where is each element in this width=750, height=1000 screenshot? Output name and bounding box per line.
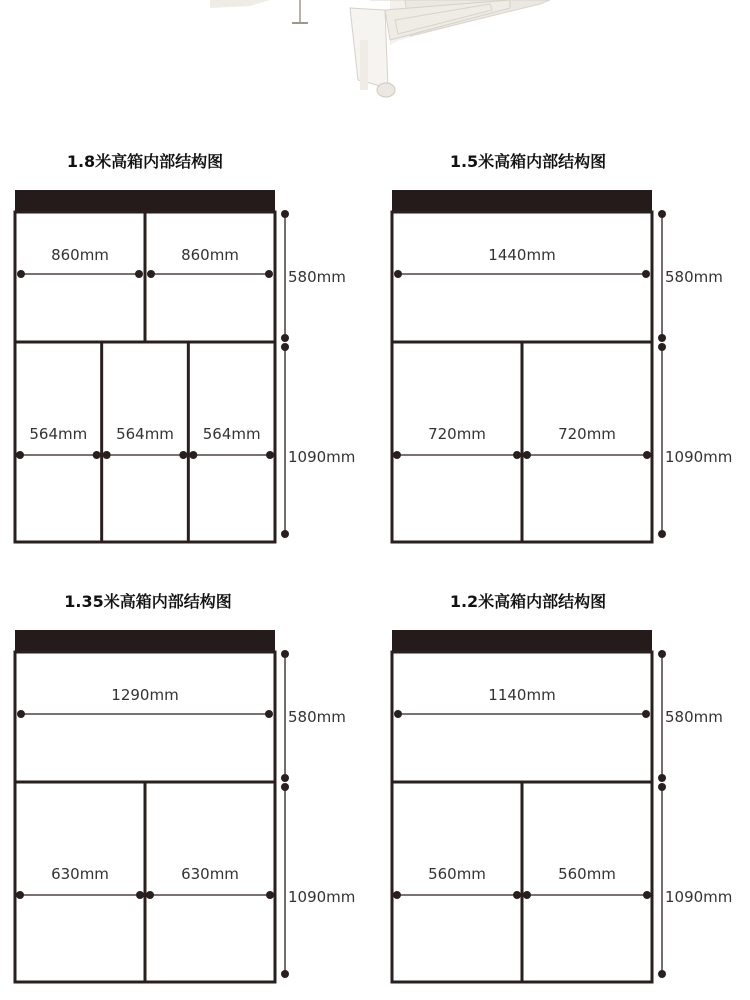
dim-dot <box>658 970 666 978</box>
dim-dot <box>103 451 111 459</box>
dim-dot <box>147 270 155 278</box>
headboard-bar <box>15 190 275 212</box>
dim-dot <box>179 451 187 459</box>
top-width-label: 860mm <box>181 246 239 264</box>
dim-dot <box>281 783 289 791</box>
top-height-label: 580mm <box>288 708 346 726</box>
dim-dot <box>658 783 666 791</box>
bottom-width-label: 630mm <box>181 865 239 883</box>
top-width-label: 1440mm <box>488 246 556 264</box>
dim-dot <box>281 210 289 218</box>
dim-dot <box>146 891 154 899</box>
diagram-title: 1.35米高箱内部结构图 <box>64 592 232 611</box>
dim-dot <box>281 970 289 978</box>
dim-dot <box>135 270 143 278</box>
top-width-label: 1290mm <box>111 686 179 704</box>
dim-dot <box>523 451 531 459</box>
top-width-label: 1140mm <box>488 686 556 704</box>
dim-dot <box>513 451 521 459</box>
dim-dot <box>281 530 289 538</box>
dim-dot <box>658 650 666 658</box>
dim-dot <box>93 451 101 459</box>
bottom-height-label: 1090mm <box>288 448 356 466</box>
bottom-width-label: 560mm <box>428 865 486 883</box>
dim-dot <box>281 343 289 351</box>
dim-dot <box>513 891 521 899</box>
diagram-title: 1.5米高箱内部结构图 <box>449 152 607 171</box>
bottom-height-label: 1090mm <box>665 448 733 466</box>
bottom-width-label: 720mm <box>428 425 486 443</box>
dim-dot <box>16 891 24 899</box>
diagram-title: 1.2米高箱内部结构图 <box>449 592 607 611</box>
diagram-2 <box>392 152 732 542</box>
dim-dot <box>189 451 197 459</box>
top-width-label: 860mm <box>51 246 109 264</box>
dim-dot <box>658 210 666 218</box>
bottom-width-label: 564mm <box>202 425 261 443</box>
dim-dot <box>265 710 273 718</box>
dim-dot <box>281 774 289 782</box>
bottom-width-label: 630mm <box>51 865 109 883</box>
headboard-bar <box>392 190 652 212</box>
diagram-3 <box>15 592 355 982</box>
dim-dot <box>393 891 401 899</box>
bottom-width-label: 720mm <box>558 425 616 443</box>
dim-dot <box>393 451 401 459</box>
dim-dot <box>642 270 650 278</box>
top-height-label: 580mm <box>665 268 723 286</box>
dim-dot <box>643 451 651 459</box>
dim-dot <box>17 710 25 718</box>
bottom-width-label: 560mm <box>558 865 616 883</box>
diagram-title: 1.8米高箱内部结构图 <box>66 152 224 171</box>
diagram-1 <box>15 152 355 542</box>
dim-dot <box>658 530 666 538</box>
diagram-4 <box>392 592 732 982</box>
dim-dot <box>266 451 274 459</box>
headboard-bar <box>15 630 275 652</box>
dim-dot <box>643 891 651 899</box>
top-height-label: 580mm <box>665 708 723 726</box>
dim-dot <box>265 270 273 278</box>
bottom-height-label: 1090mm <box>665 888 733 906</box>
dim-dot <box>642 710 650 718</box>
dim-dot <box>281 334 289 342</box>
bottom-height-label: 1090mm <box>288 888 356 906</box>
dim-dot <box>658 343 666 351</box>
dim-dot <box>394 710 402 718</box>
dim-dot <box>17 270 25 278</box>
dim-dot <box>523 891 531 899</box>
dim-dot <box>266 891 274 899</box>
top-height-label: 580mm <box>288 268 346 286</box>
bottom-width-label: 564mm <box>29 425 88 443</box>
dim-dot <box>658 774 666 782</box>
dim-dot <box>136 891 144 899</box>
headboard-bar <box>392 630 652 652</box>
dim-dot <box>394 270 402 278</box>
dim-dot <box>16 451 24 459</box>
dim-dot <box>658 334 666 342</box>
dim-dot <box>281 650 289 658</box>
bottom-width-label: 564mm <box>116 425 174 443</box>
